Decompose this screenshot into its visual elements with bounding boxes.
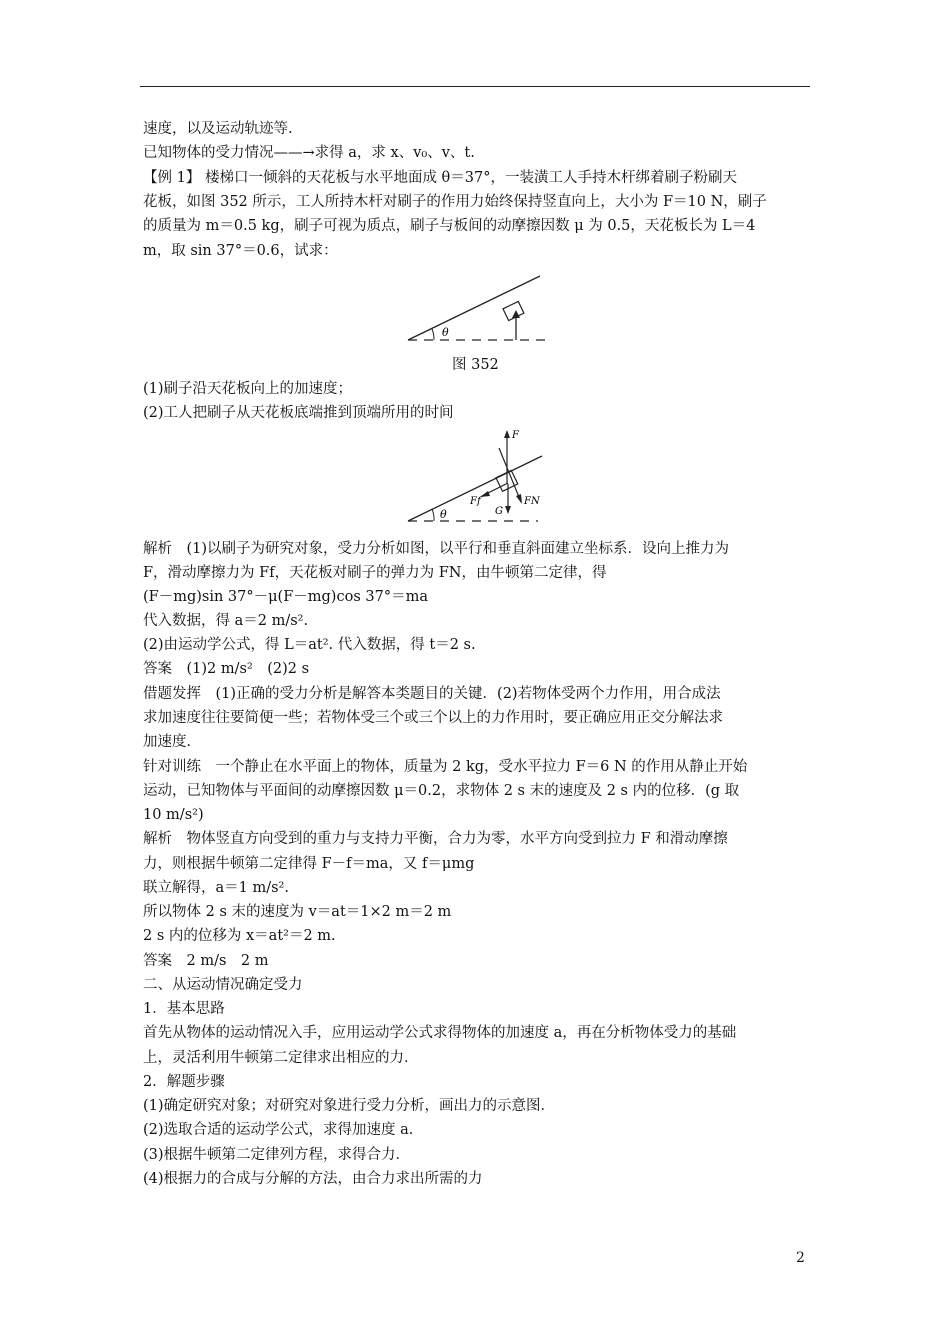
subheading: 1．基本思路 [143, 1001, 225, 1017]
question-1: (1)刷子沿天花板向上的加速度； [143, 381, 353, 397]
analysis-line: 解析 物体竖直方向受到的重力与支持力平衡，合力为零，水平方向受到拉力 F 和滑动摩擦 [143, 831, 728, 847]
text-line: 加速度． [143, 734, 201, 750]
angle-arc [432, 329, 434, 340]
analysis-line: 解析 (1)以刷子为研究对象，受力分析如图，以平行和垂直斜面建立坐标系．设向上推力为 [143, 541, 730, 557]
angle-arc [432, 509, 434, 521]
text-line: 求加速度往往要简便一些；若物体受三个或三个以上的力作用时，要正确应用正交分解法求 [143, 710, 723, 726]
answer-line: 答案 2 m/s 2 m [143, 953, 269, 969]
text-line: 上，灵活利用牛顿第二定律求出相应的力． [143, 1050, 419, 1066]
subheading: 2．解题步骤 [143, 1074, 225, 1090]
step-line: (4)根据力的合成与分解的方法，由合力求出所需的力 [143, 1171, 483, 1187]
text-line: 花板，如图 352 所示，工人所持木杆对刷子的作用力始终保持竖直向上，大小为 F＝10 N，刷子 [143, 194, 767, 210]
equation-line: (F－mg)sin 37°－μ(F－mg)cos 37°＝ma [143, 589, 428, 605]
label-FN: FN [524, 496, 540, 507]
text-line: 的质量为 m＝0.5 kg，刷子可视为质点，刷子与板间的动摩擦因数 μ 为 0.5，天花板长为 L＝4 [143, 218, 756, 234]
text-line: 2 s 内的位移为 x＝at²＝2 m. [143, 928, 336, 944]
text-line: 所以物体 2 s 末的速度为 v＝at＝1×2 m＝2 m [143, 904, 452, 920]
label-G: G [495, 506, 503, 517]
section-heading: 二、从运动情况确定受力 [143, 977, 303, 993]
header-rule [140, 86, 810, 87]
step-line: (3)根据牛顿第二定律列方程，求得合力． [143, 1147, 411, 1163]
ceiling-line [408, 276, 540, 340]
page-number: 2 [796, 1250, 805, 1266]
figure-caption: 图 352 [452, 357, 499, 373]
answer-line: 答案 (1)2 m/s² (2)2 s [143, 661, 310, 677]
text-line: 联立解得，a＝1 m/s². [143, 880, 289, 896]
text-line: 借题发挥 (1)正确的受力分析是解答本类题目的关键．(2)若物体受两个力作用，用合成法 [143, 686, 721, 702]
label-F: F [512, 430, 519, 441]
text-line: 运动，已知物体与平面间的动摩擦因数 μ＝0.2，求物体 2 s 末的速度及 2 s 内的位移．(g 取 [143, 783, 740, 799]
label-Ff: Ff [470, 496, 481, 507]
incline-figure [400, 268, 560, 352]
practice-line: 针对训练 一个静止在水平面上的物体，质量为 2 kg，受水平拉力 F＝6 N 的作用从静止开始 [143, 759, 748, 775]
arrow-head [512, 310, 520, 318]
step-line: (2)选取合适的运动学公式，求得加速度 a. [143, 1122, 414, 1138]
text-line: 10 m/s²) [143, 807, 204, 823]
example-title: 【例 1】 楼梯口一倾斜的天花板与水平地面成 θ＝37°，一装潢工人手持木杆绑着刷子粉刷天 [143, 170, 737, 186]
text-line: m，取 sin 37°＝0.6，试求： [143, 243, 338, 259]
text-line: 代入数据，得 a＝2 m/s². [143, 613, 309, 629]
text-line: 速度，以及运动轨迹等. [143, 121, 293, 137]
text-line: F，滑动摩擦力为 Ff，天花板对刷子的弹力为 FN，由牛顿第二定律，得 [143, 565, 607, 581]
ceiling-line [408, 456, 542, 521]
force-diagram [400, 424, 550, 530]
text-line: 已知物体的受力情况——→求得 a，求 x、v₀、v、t. [143, 145, 475, 161]
question-2: (2)工人把刷子从天花板底端推到顶端所用的时间 [143, 405, 454, 421]
step-line: (1)确定研究对象；对研究对象进行受力分析，画出力的示意图． [143, 1098, 556, 1114]
text-line: 力，则根据牛顿第二定律得 F－f＝ma，又 f＝μmg [143, 856, 475, 872]
angle-label: θ [440, 508, 447, 521]
angle-label: θ [442, 326, 449, 339]
text-line: 首先从物体的运动情况入手，应用运动学公式求得物体的加速度 a，再在分析物体受力的基础 [143, 1025, 737, 1041]
text-line: (2)由运动学公式，得 L＝at². 代入数据，得 t＝2 s. [143, 637, 476, 653]
